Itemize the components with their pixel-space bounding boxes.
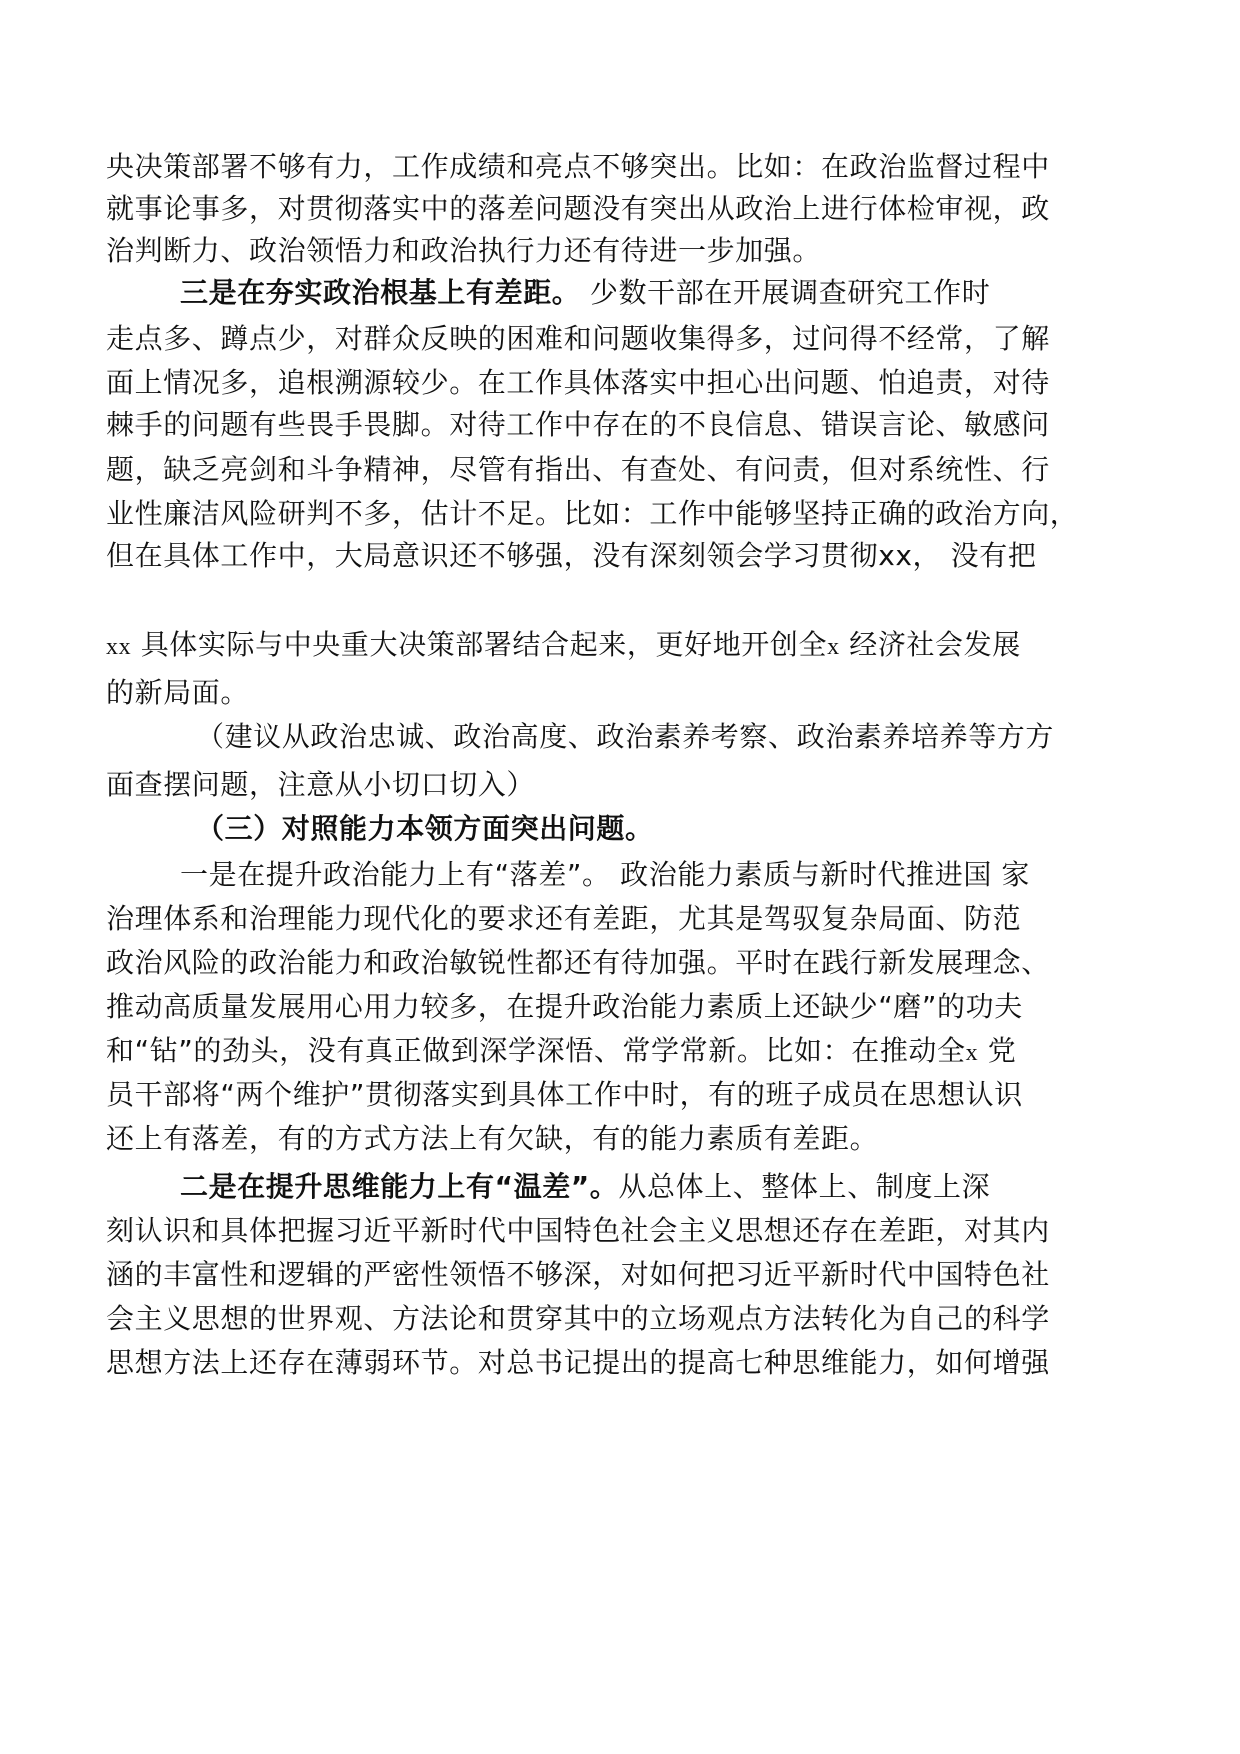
body-text-line: 央决策部署不够有力，工作成绩和亮点不够突出。比如：在政治监督过程中 (106, 150, 1050, 183)
body-text: 党 (978, 1034, 1017, 1067)
body-text-line: 的新局面。 (106, 676, 250, 709)
paragraph-heading: 三是在夯实政治根基上有差距。 (180, 276, 581, 309)
body-text-line: 涵的丰富性和逻辑的严密性领悟不够深，对如何把习近平新时代中国特色社 (106, 1258, 1050, 1291)
body-text-line: 走点多、蹲点少，对群众反映的困难和问题收集得多，过问得不经常，了解 (106, 322, 1050, 355)
body-text-line: 但在具体工作中，大局意识还不够强，没有深刻领会学习贯彻xx， 没有把 (106, 539, 1037, 572)
placeholder-text: x (827, 634, 840, 660)
body-text-line: 就事论事多，对贯彻落实中的落差问题没有突出从政治上进行体检审视，政 (106, 192, 1050, 225)
body-text-line: 题，缺乏亮剑和斗争精神，尽管有指出、有查处、有问责，但对系统性、行 (106, 453, 1050, 486)
body-text-line (106, 1031, 1016, 1071)
body-text-line: 政治风险的政治能力和政治敏锐性都还有待加强。平时在践行新发展理念、 (106, 946, 1050, 979)
note-line: 面查摆问题，注意从小切口切入） (106, 768, 536, 801)
body-text-line: 业性廉洁风险研判不多，估计不足。比如：工作中能够坚持正确的政治方向， (106, 497, 1079, 530)
placeholder-text: xx (106, 634, 132, 660)
body-text-line: 治理体系和治理能力现代化的要求还有差距，尤其是驾驭复杂局面、防范 (106, 902, 1022, 935)
body-text: 和“钻”的劲头，没有真正做到深学深悟、常学常新。比如：在推动全 (106, 1034, 966, 1067)
placeholder-text: x (965, 1040, 979, 1066)
paragraph-first-line (180, 855, 1030, 895)
paragraph-heading: 二是在提升思维能力上有“温差”。 (180, 1170, 619, 1203)
body-text-line (106, 625, 1021, 665)
body-text-line: 面上情况多，追根溯源较少。在工作具体落实中担心出问题、怕追责，对待 (106, 366, 1050, 399)
body-text-line: 会主义思想的世界观、方法论和贯穿其中的立场观点方法转化为自己的科学 (106, 1302, 1050, 1335)
body-text: 政治能力素质与新时代推进国 家 (610, 858, 1031, 891)
body-text: 少数干部在开展调查研究工作时 (580, 276, 991, 309)
body-text-line: 还上有落差，有的方式方法上有欠缺，有的能力素质有差距。 (106, 1122, 879, 1155)
body-text-line: 棘手的问题有些畏手畏脚。对待工作中存在的不良信息、错误言论、敏感问 (106, 408, 1050, 441)
body-text: 经济社会发展 (839, 628, 1021, 661)
note-line: （建议从政治忠诚、政治高度、政治素养考察、政治素养培养等方方 (196, 720, 1055, 753)
paragraph-first-line (180, 273, 990, 313)
paragraph-first-line (180, 1167, 990, 1207)
body-text: 从总体上、整体上、制度上深 (618, 1170, 991, 1203)
body-text-line: 治判断力、政治领悟力和政治执行力还有待进一步加强。 (106, 234, 822, 267)
body-text-line: 推动高质量发展用心用力较多，在提升政治能力素质上还缺少“磨”的功夫 (106, 990, 1023, 1023)
paragraph-heading: 一是在提升政治能力上有“落差”。 (180, 858, 611, 891)
body-text: 具体实际与中央重大决策部署结合起来，更好地开创全 (131, 628, 828, 661)
body-text-line: 思想方法上还存在薄弱环节。对总书记提出的提高七种思维能力，如何增强 (106, 1346, 1050, 1379)
body-text-line: 刻认识和具体把握习近平新时代中国特色社会主义思想还存在差距，对其内 (106, 1214, 1050, 1247)
body-text-line: 员干部将“两个维护”贯彻落实到具体工作中时，有的班子成员在思想认识 (106, 1078, 1023, 1111)
section-heading: （三）对照能力本领方面突出问题。 (196, 812, 654, 845)
